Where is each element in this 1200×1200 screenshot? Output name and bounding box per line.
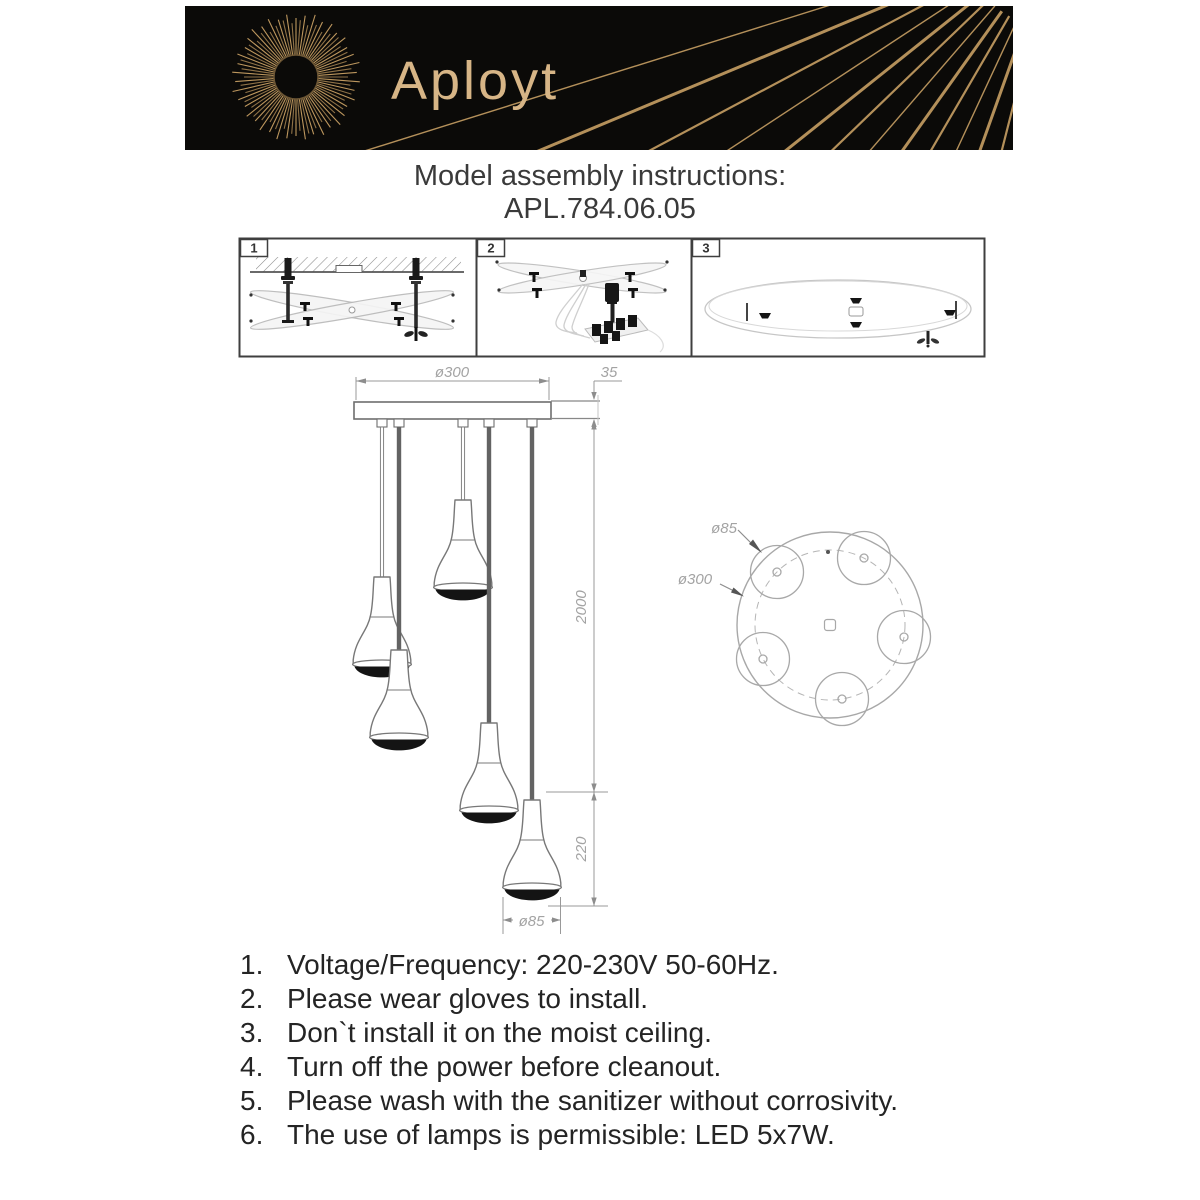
item-text: Please wear gloves to install.	[287, 983, 649, 1014]
list-item	[240, 985, 1020, 1013]
pendant-technical-drawing	[330, 355, 1010, 955]
instruction-list	[240, 951, 1020, 1155]
dim-canopy-thickness: 35	[600, 364, 618, 381]
dim-top-lamp-diameter: ø85	[711, 520, 737, 537]
pendant-lamp	[460, 723, 519, 823]
brand-banner	[185, 6, 1013, 150]
cord	[487, 427, 491, 723]
title-block	[0, 160, 1200, 226]
item-number: 5.	[240, 1085, 264, 1116]
cord	[397, 427, 401, 650]
page-title: Model assembly instructions:	[413, 160, 787, 192]
step-1-number: 1	[250, 240, 258, 256]
list-item	[240, 1121, 1020, 1149]
item-text: Don`t install it on the moist ceiling.	[287, 1017, 712, 1048]
item-text: Please wash with the sanitizer without corrosivity.	[287, 1085, 899, 1116]
cord	[461, 427, 464, 500]
dim-lamp-diameter: ø85	[518, 913, 545, 930]
list-item	[240, 1019, 1020, 1047]
item-number: 1.	[240, 949, 264, 980]
assembly-steps-strip	[238, 236, 986, 360]
item-number: 3.	[240, 1017, 264, 1048]
dim-top-canopy-diameter: ø300	[677, 571, 713, 588]
sunburst-center-ring	[274, 55, 318, 99]
list-item	[240, 951, 1020, 979]
brand-wordmark: Aployt	[391, 51, 560, 111]
list-item	[240, 1053, 1020, 1081]
sunburst-logo-icon	[232, 15, 360, 140]
item-text: Voltage/Frequency: 220-230V 50-60Hz.	[287, 949, 779, 980]
item-text: The use of lamps is permissible: LED 5x7W.	[287, 1119, 835, 1150]
item-number: 2.	[240, 983, 264, 1014]
step-3-number: 3	[702, 240, 710, 256]
step-2-number: 2	[487, 240, 495, 256]
dim-drop-length: 2000	[573, 590, 590, 624]
item-number: 4.	[240, 1051, 264, 1082]
pendants	[353, 427, 562, 900]
item-number: 6.	[240, 1119, 264, 1150]
dim-canopy-diameter: ø300	[434, 364, 470, 381]
dim-lamp-height: 220	[573, 836, 590, 862]
list-item	[240, 1087, 1020, 1115]
canopy-top-view	[678, 520, 931, 726]
pendant-lamp	[434, 500, 493, 600]
cord	[380, 427, 383, 577]
model-number: APL.784.06.05	[504, 193, 696, 225]
cord	[530, 427, 534, 800]
canopy-side-view	[354, 402, 551, 427]
item-text: Turn off the power before cleanout.	[287, 1051, 722, 1082]
